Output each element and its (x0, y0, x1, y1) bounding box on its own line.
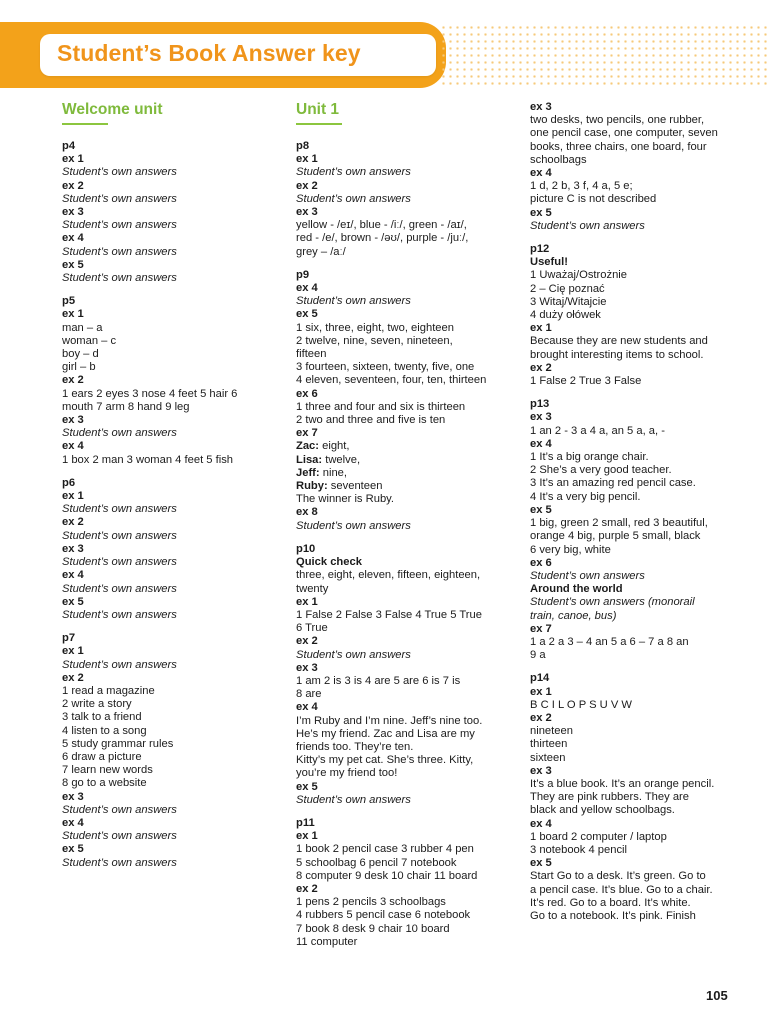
page-ref-label: p12 (530, 243, 550, 256)
answer-line: Because they are new students and (530, 335, 708, 348)
exercise-label: Useful! (530, 256, 568, 269)
answer-line: It’s red. Go to a board. It’s white. (530, 896, 691, 909)
exercise-label: ex 4 (62, 440, 84, 453)
answer-line: woman – c (62, 334, 117, 347)
exercise-label: ex 1 (296, 830, 318, 843)
answer-bold-part: Jeff: (296, 466, 320, 479)
exercise-label: ex 3 (530, 411, 552, 424)
answer-line: twenty (296, 582, 329, 595)
exercise-label: ex 3 (62, 542, 84, 555)
exercise-label: ex 6 (296, 387, 318, 400)
exercise-label: Around the world (530, 583, 623, 596)
answer-line: nineteen (530, 725, 573, 738)
column-heading: Welcome unit (62, 101, 108, 125)
answer-line: 1 Uważaj/Ostrożnie (530, 269, 627, 282)
answer-line: 3 notebook 4 pencil (530, 843, 628, 856)
answer-line: yellow - /eɪ/, blue - /iː/, green - /aɪ/, (296, 219, 467, 232)
answer-line: I’m Ruby and I’m nine. Jeff’s nine too. (296, 714, 483, 727)
exercise-label: ex 2 (296, 635, 318, 648)
exercise-label: ex 2 (296, 882, 318, 895)
exercise-label: ex 2 (296, 179, 318, 192)
answer-line: red - /e/, brown - /əʊ/, purple - /juː/, (296, 232, 469, 245)
page-block (296, 543, 528, 807)
answer-line: one pencil case, one computer, seven (530, 127, 718, 140)
answer-line: Start Go to a desk. It’s green. Go to (530, 870, 706, 883)
answer-bold-part: Lisa: (296, 453, 323, 466)
exercise-label: ex 1 (296, 595, 318, 608)
answer-line: 1 six, three, eight, two, eighteen (296, 321, 454, 334)
column-unit-1-continued (530, 101, 762, 923)
page-block (530, 243, 762, 388)
exercise-label: ex 1 (296, 153, 318, 166)
exercise-label: ex 2 (530, 711, 552, 724)
answer-line: 2 write a story (62, 698, 132, 711)
answer-line (296, 467, 528, 480)
answer-line: Student’s own answers (296, 295, 411, 308)
answer-line: sixteen (530, 751, 566, 764)
exercise-label: ex 5 (296, 780, 318, 793)
exercise-label: ex 1 (530, 685, 552, 698)
answer-line: picture C is not described (530, 193, 657, 206)
page-block (530, 672, 762, 923)
answer-line: 8 go to a website (62, 777, 147, 790)
answer-line: 1 book 2 pencil case 3 rubber 4 pen (296, 843, 474, 856)
page-number: 105 (706, 988, 728, 1003)
answer-line: man – a (62, 321, 103, 334)
answer-line: 7 book 8 desk 9 chair 10 board (296, 922, 450, 935)
exercise-label: ex 5 (62, 595, 84, 608)
exercise-label: ex 7 (530, 622, 552, 635)
answer-line: 8 are (296, 688, 322, 701)
answer-line: Student’s own answers (296, 519, 411, 532)
answer-line: Student’s own answers (62, 556, 177, 569)
answer-line: brought interesting items to school. (530, 348, 704, 361)
exercise-label: ex 4 (296, 701, 318, 714)
answer-line: Student’s own answers (530, 569, 645, 582)
answer-line: 3 talk to a friend (62, 711, 142, 724)
answer-line: train, canoe, bus) (530, 609, 617, 622)
answer-line: 1 False 2 False 3 False 4 True 5 True (296, 608, 482, 621)
column-welcome-unit (62, 101, 294, 870)
answer-line: boy – d (62, 348, 99, 361)
page-ref-label: p13 (530, 398, 550, 411)
answer-line: 4 rubbers 5 pencil case 6 notebook (296, 909, 471, 922)
answer-line: 7 learn new words (62, 764, 153, 777)
page-block (530, 101, 762, 233)
page-block (62, 477, 294, 622)
exercise-label: ex 1 (62, 645, 84, 658)
answer-line: 1 It’s a big orange chair. (530, 451, 649, 464)
answer-line: B C I L O P S U V W (530, 698, 632, 711)
exercise-label: ex 5 (62, 843, 84, 856)
page-ref-label: p9 (296, 268, 310, 281)
answer-line: 1 pens 2 pencils 3 schoolbags (296, 896, 446, 909)
page-ref-label: p6 (62, 476, 76, 489)
answer-line: 8 computer 9 desk 10 chair 11 board (296, 869, 478, 882)
answer-line: 4 listen to a song (62, 724, 147, 737)
answer-line: 6 very big, white (530, 543, 611, 556)
exercise-label: ex 4 (296, 282, 318, 295)
answer-line: 1 an 2 - 3 a 4 a, an 5 a, a, - (530, 424, 665, 437)
page-ref-label: p14 (530, 672, 550, 685)
answer-line: 3 It’s an amazing red pencil case. (530, 477, 696, 490)
exercise-label: ex 6 (530, 556, 552, 569)
answer-line: 5 schoolbag 6 pencil 7 notebook (296, 856, 457, 869)
answer-line: grey – /aː/ (296, 245, 346, 258)
answer-line: friends too. They’re ten. (296, 740, 414, 753)
answer-line: 5 study grammar rules (62, 737, 174, 750)
answer-line: 1 three and four and six is thirteen (296, 400, 466, 413)
exercise-label: ex 5 (530, 206, 552, 219)
exercise-label: ex 3 (62, 414, 84, 427)
answer-line: 3 fourteen, sixteen, twenty, five, one (296, 361, 475, 374)
answer-line: 2 two and three and five is ten (296, 414, 446, 427)
exercise-label: ex 4 (62, 816, 84, 829)
page-ref-label: p4 (62, 140, 76, 152)
exercise-label: ex 4 (530, 817, 552, 830)
exercise-label: ex 5 (62, 258, 84, 271)
answer-bold-part: Zac: (296, 440, 320, 453)
exercise-label: ex 2 (62, 671, 84, 684)
exercise-label: ex 3 (530, 101, 552, 113)
answer-line: Student’s own answers (62, 192, 177, 205)
answer-line: Kitty’s my pet cat. She’s three. Kitty, (296, 754, 474, 767)
answer-line: Student’s own answers (62, 272, 177, 285)
answer-line: Student’s own answers (296, 166, 411, 179)
exercise-label: ex 2 (530, 361, 552, 374)
answer-line: 6 True (296, 622, 328, 635)
answer-line: 1 am 2 is 3 is 4 are 5 are 6 is 7 is (296, 674, 461, 687)
answer-line: three, eight, eleven, fifteen, eighteen, (296, 569, 481, 582)
page-block (62, 295, 294, 467)
exercise-label: ex 1 (62, 490, 84, 503)
exercise-label: ex 7 (296, 427, 318, 440)
answer-text: seventeen (327, 480, 383, 493)
page-block (296, 140, 528, 259)
answer-text: eight, (319, 440, 350, 453)
answer-line: Student’s own answers (296, 793, 411, 806)
answer-line: Student’s own answers (62, 503, 177, 516)
page-block (296, 817, 528, 949)
page-block (530, 398, 762, 662)
exercise-label: ex 1 (62, 308, 84, 321)
answer-line: 4 eleven, seventeen, four, ten, thirteen (296, 374, 487, 387)
answer-line: 1 read a magazine (62, 684, 155, 697)
answer-line: Go to a notebook. It’s pink. Finish (530, 909, 696, 922)
answer-line: 1 a 2 a 3 – 4 an 5 a 6 – 7 a 8 an (530, 635, 689, 648)
answer-line: Student’s own answers (monorail (530, 596, 695, 609)
answer-line: Student’s own answers (62, 219, 177, 232)
column-heading: Unit 1 (296, 101, 342, 125)
column-unit-1 (296, 101, 528, 949)
exercise-label: ex 3 (296, 661, 318, 674)
exercise-label: ex 4 (62, 232, 84, 245)
answer-bold-part: Ruby: (296, 480, 328, 493)
exercise-label: ex 5 (530, 857, 552, 870)
exercise-label: ex 4 (530, 437, 552, 450)
exercise-label: ex 2 (62, 179, 84, 192)
answer-line: They are pink rubbers. They are (530, 791, 689, 804)
answer-line: Student’s own answers (62, 582, 177, 595)
exercise-label: Quick check (296, 556, 362, 569)
page-ref-label: p11 (296, 816, 315, 829)
answer-line: Student’s own answers (296, 648, 411, 661)
answer-line: girl – b (62, 361, 96, 374)
answer-line: thirteen (530, 738, 568, 751)
answer-line: 6 draw a picture (62, 750, 142, 763)
exercise-label: ex 4 (62, 569, 84, 582)
answer-line: The winner is Ruby. (296, 493, 395, 506)
exercise-label: ex 3 (530, 764, 552, 777)
answer-line: 4 duży ołówek (530, 309, 601, 322)
answer-line: fifteen (296, 348, 327, 361)
answer-text: twelve, (322, 453, 361, 466)
answer-line: 1 box 2 man 3 woman 4 feet 5 fish (62, 453, 234, 466)
answer-line: Student’s own answers (62, 803, 177, 816)
page-block (62, 632, 294, 870)
answer-line (296, 454, 528, 467)
answer-line: 2 – Cię poznać (530, 282, 605, 295)
exercise-label: ex 2 (62, 374, 84, 387)
page-ref-label: p7 (62, 632, 76, 645)
page-ref-label: p10 (296, 542, 316, 555)
answer-line: Student’s own answers (62, 529, 177, 542)
answer-line: schoolbags (530, 153, 587, 166)
page-block (62, 140, 294, 285)
page-block (296, 269, 528, 533)
answer-line: Student’s own answers (530, 219, 645, 232)
answer-line: Student’s own answers (62, 658, 177, 671)
page-title: Student’s Book Answer key (57, 40, 361, 66)
page-ref-label: p5 (62, 295, 76, 308)
page-ref-label: p8 (296, 140, 310, 152)
exercise-label: ex 3 (62, 790, 84, 803)
exercise-label: ex 2 (62, 516, 84, 529)
answer-line: Student’s own answers (62, 856, 177, 869)
answer-line: you’re my friend too! (296, 767, 398, 780)
answer-line: Student’s own answers (296, 192, 411, 205)
exercise-label: ex 8 (296, 506, 318, 519)
answer-line: 1 board 2 computer / laptop (530, 830, 667, 843)
answer-line: mouth 7 arm 8 hand 9 leg (62, 400, 190, 413)
answer-line: orange 4 big, purple 5 small, black (530, 530, 701, 543)
exercise-label: ex 3 (62, 206, 84, 219)
answer-line: Student’s own answers (62, 427, 177, 440)
answer-line: 1 False 2 True 3 False (530, 375, 642, 388)
answer-line: a pencil case. It’s blue. Go to a chair. (530, 883, 713, 896)
answer-line: 3 Witaj/Witajcie (530, 295, 607, 308)
answer-line: Student’s own answers (62, 166, 177, 179)
answer-line (296, 440, 528, 453)
answer-line: 1 ears 2 eyes 3 nose 4 feet 5 hair 6 (62, 387, 238, 400)
answer-line: 2 She’s a very good teacher. (530, 464, 672, 477)
answer-line: books, three chairs, one board, four (530, 140, 707, 153)
answer-line: 9 a (530, 649, 546, 662)
answer-line: Student’s own answers (62, 608, 177, 621)
answer-line: 1 d, 2 b, 3 f, 4 a, 5 e; (530, 180, 633, 193)
exercise-label: ex 1 (530, 322, 552, 335)
answer-line (296, 480, 528, 493)
answer-line: Student’s own answers (62, 245, 177, 258)
exercise-label: ex 1 (62, 153, 84, 166)
exercise-label: ex 3 (296, 206, 318, 219)
exercise-label: ex 4 (530, 167, 552, 180)
answer-line: 2 twelve, nine, seven, nineteen, (296, 334, 453, 347)
answer-line: 1 big, green 2 small, red 3 beautiful, (530, 517, 708, 530)
answer-line: black and yellow schoolbags. (530, 804, 675, 817)
answer-line: two desks, two pencils, one rubber, (530, 114, 705, 127)
answer-line: 4 It’s a very big pencil. (530, 490, 641, 503)
exercise-label: ex 5 (296, 308, 318, 321)
answer-text: nine, (319, 466, 347, 479)
answer-line: 11 computer (296, 935, 358, 948)
header-dot-pattern (440, 24, 768, 86)
answer-line: He’s my friend. Zac and Lisa are my (296, 727, 475, 740)
answer-line: Student’s own answers (62, 830, 177, 843)
exercise-label: ex 5 (530, 503, 552, 516)
answer-line: It’s a blue book. It’s an orange pencil. (530, 777, 715, 790)
